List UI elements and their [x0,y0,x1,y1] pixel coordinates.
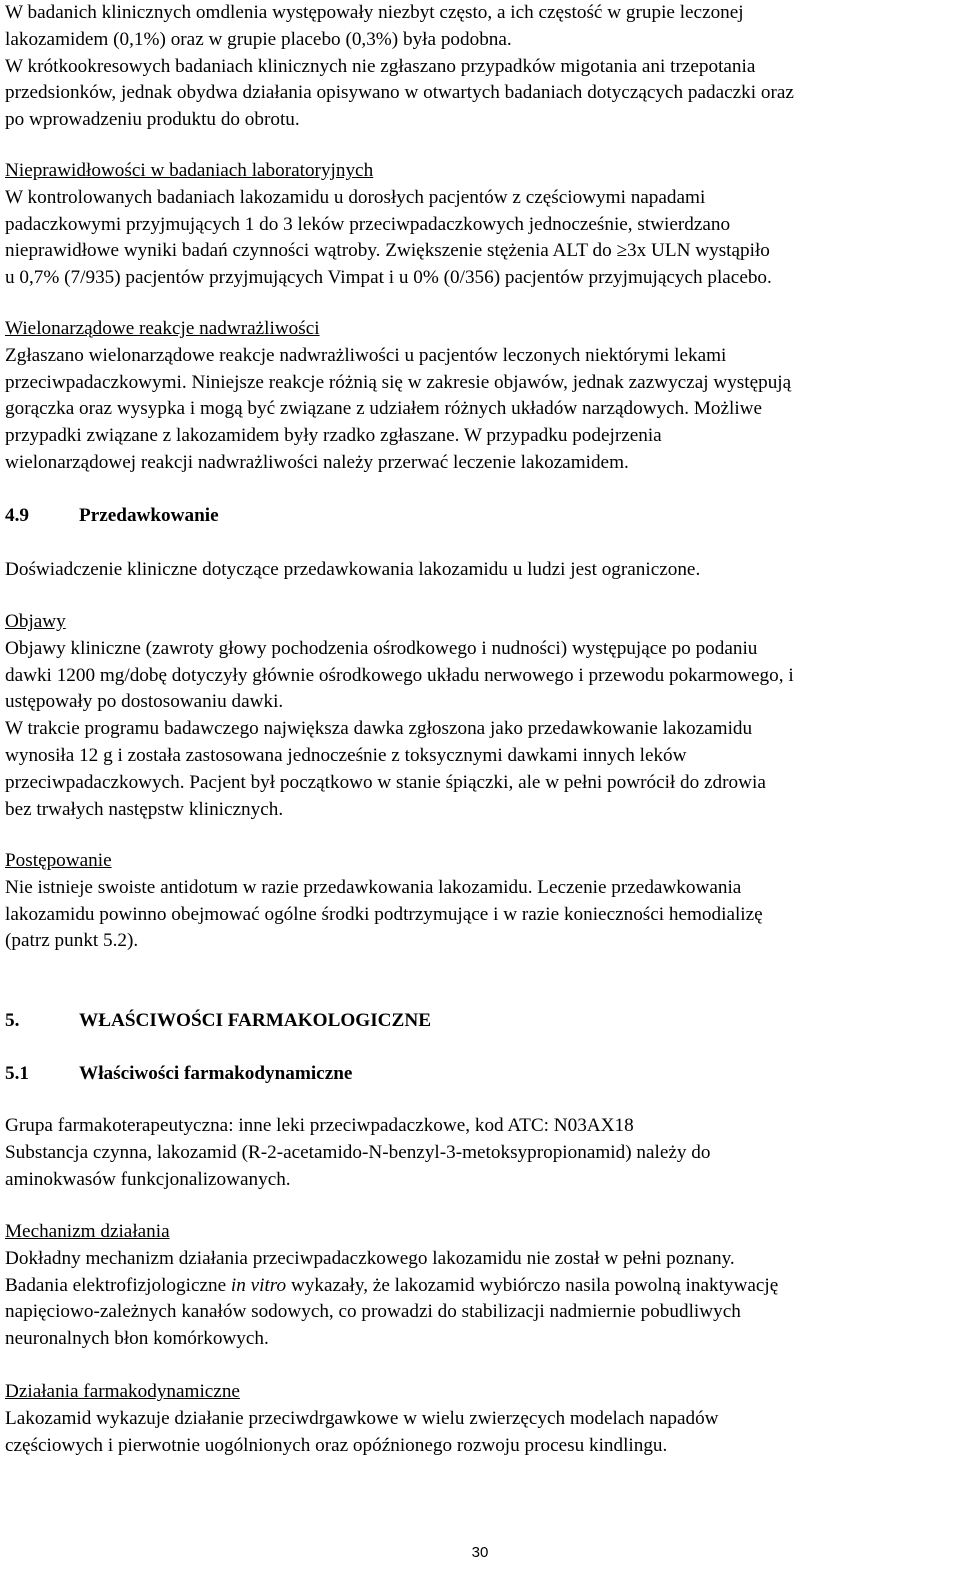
text-line: przypadki związane z lakozamidem były rzadko zgłaszane. W przypadku podejrzenia [5,425,662,447]
text-line: przeciwpadaczkowymi. Niniejsze reakcje różnią się w zakresie objawów, jednak zazwyczaj występują [5,371,792,393]
text-line: Lakozamid wykazuje działanie przeciwdrgawkowe w wielu zwierzęcych modelach napadów [5,1407,719,1429]
text-line: wielonarządowej reakcji nadwrażliwości należy przerwać leczenie lakozamidem. [5,451,629,473]
text-line: bez trwałych następstw klinicznych. [5,798,284,820]
section-title-pharmacological-properties: WŁAŚCIWOŚCI FARMAKOLOGICZNE [79,1010,431,1031]
text-line: dawki 1200 mg/dobę dotyczyły głównie ośrodkowego układu nerwowego i przewodu pokarmowego, i [5,664,794,686]
text-line: częściowych i pierwotnie uogólnionych oraz opóźnionego rozwoju procesu kindlingu. [5,1434,668,1456]
text-line: Substancja czynna, lakozamid (R-2-acetamido-N-benzyl-3-metoksypropionamid) należy do [5,1141,711,1163]
text-line: lakozamidem (0,1%) oraz w grupie placebo (0,3%) była podobna. [5,28,512,50]
text-line: Dokładny mechanizm działania przeciwpadaczkowego lakozamidu nie został w pełni poznany. [5,1247,735,1269]
text-line: (patrz punkt 5.2). [5,930,139,952]
text-line: przedsionków, jednak obydwa działania opisywano w otwartych badaniach dotyczących padaczki oraz [5,82,794,104]
section-number-4-9: 4.9 [5,505,29,526]
section-number-5: 5. [5,1010,20,1031]
section-number-5-1: 5.1 [5,1063,29,1084]
text-line: gorączka oraz wysypka i mogą być związane z udziałem różnych układów narządowych. Możliwe [5,398,763,420]
text-line: Objawy kliniczne (zawroty głowy pochodzenia ośrodkowego i nudności) występujące po podaniu [5,637,758,659]
paragraph-syncope-arrhythmia [5,0,955,134]
text-line: W krótkookresowych badaniach klinicznych nie zgłaszano przypadków migotania ani trzepotania [5,55,756,77]
subheading-mechanism: Mechanizm działania [5,1221,170,1242]
text-span: Badania elektrofizjologiczne [5,1274,231,1296]
text-line: ustępowały po dostosowaniu dawki. [5,691,284,713]
section-hypersensitivity [5,316,955,477]
text-line: nieprawidłowe wyniki badań czynności wątroby. Zwiększenie stężenia ALT do ≥3x ULN wystąpiło [5,240,770,262]
text-line: Doświadczenie kliniczne dotyczące przedawkowania lakozamidu u ludzi jest ograniczone. [5,559,701,580]
paragraph-overdose-intro [5,557,955,584]
section-lab-abnormalities [5,158,955,292]
text-line: Grupa farmakoterapeutyczna: inne leki przeciwpadaczkowe, kod ATC: N03AX18 [5,1115,634,1136]
subheading-management: Postępowanie [5,850,112,871]
subheading-pharmacodynamic-effects: Działania farmakodynamiczne [5,1381,240,1402]
section-title-overdose: Przedawkowanie [79,505,219,526]
section-title-pharmacodynamic-properties: Właściwości farmakodynamiczne [79,1063,353,1084]
text-line: neuronalnych błon komórkowych. [5,1328,269,1350]
section-pharmacodynamic-effects [5,1379,955,1459]
text-line: W badanich klinicznych omdlenia występowały niezbyt często, a ich częstość w grupie leczonej [5,2,744,23]
text-line: napięciowo-zależnych kanałów sodowych, co prowadzi do stabilizacji nadmiernie pobudliwych [5,1301,741,1323]
text-line [5,1273,955,1300]
subheading-symptoms: Objawy [5,611,66,632]
subheading-lab-abnormalities: Nieprawidłowości w badaniach laboratoryjnych [5,160,374,181]
text-line: po wprowadzeniu produktu do obrotu. [5,109,300,131]
paragraph-pharmacotherapeutic-group [5,1113,955,1193]
text-span: wykazały, że lakozamid wybiórczo nasila powolną inaktywację [286,1274,779,1296]
text-line: u 0,7% (7/935) pacjentów przyjmujących Vimpat i u 0% (0/356) pacjentów przyjmujących placebo. [5,267,772,289]
text-line: lakozamidu powinno obejmować ogólne środki podtrzymujące i w razie konieczności hemodializę [5,903,763,925]
text-line: padaczkowymi przyjmujących 1 do 3 leków przeciwpadaczkowych jednocześnie, stwierdzano [5,213,731,235]
section-symptoms [5,609,955,823]
text-line: przeciwpadaczkowych. Pacjent był początkowo w stanie śpiączki, ale w pełni powrócił do zdrowia [5,771,766,793]
text-line: Zgłaszano wielonarządowe reakcje nadwrażliwości u pacjentów leczonych niektórymi lekami [5,344,727,366]
text-line: Nie istnieje swoiste antidotum w razie przedawkowania lakozamidu. Leczenie przedawkowania [5,876,742,898]
text-line: wynosiła 12 g i została zastosowana jednocześnie z toksycznymi dawkami innych leków [5,744,687,766]
section-management [5,848,955,955]
italic-in-vitro: in vitro [230,1274,287,1296]
page-number: 30 [471,1544,489,1561]
subheading-hypersensitivity: Wielonarządowe reakcje nadwrażliwości [5,318,320,339]
text-line: aminokwasów funkcjonalizowanych. [5,1168,291,1190]
section-mechanism [5,1219,955,1353]
text-line: W kontrolowanych badaniach lakozamidu u dorosłych pacjentów z częściowymi napadami [5,186,706,208]
text-line: W trakcie programu badawczego największa dawka zgłoszona jako przedawkowanie lakozamidu [5,718,753,740]
